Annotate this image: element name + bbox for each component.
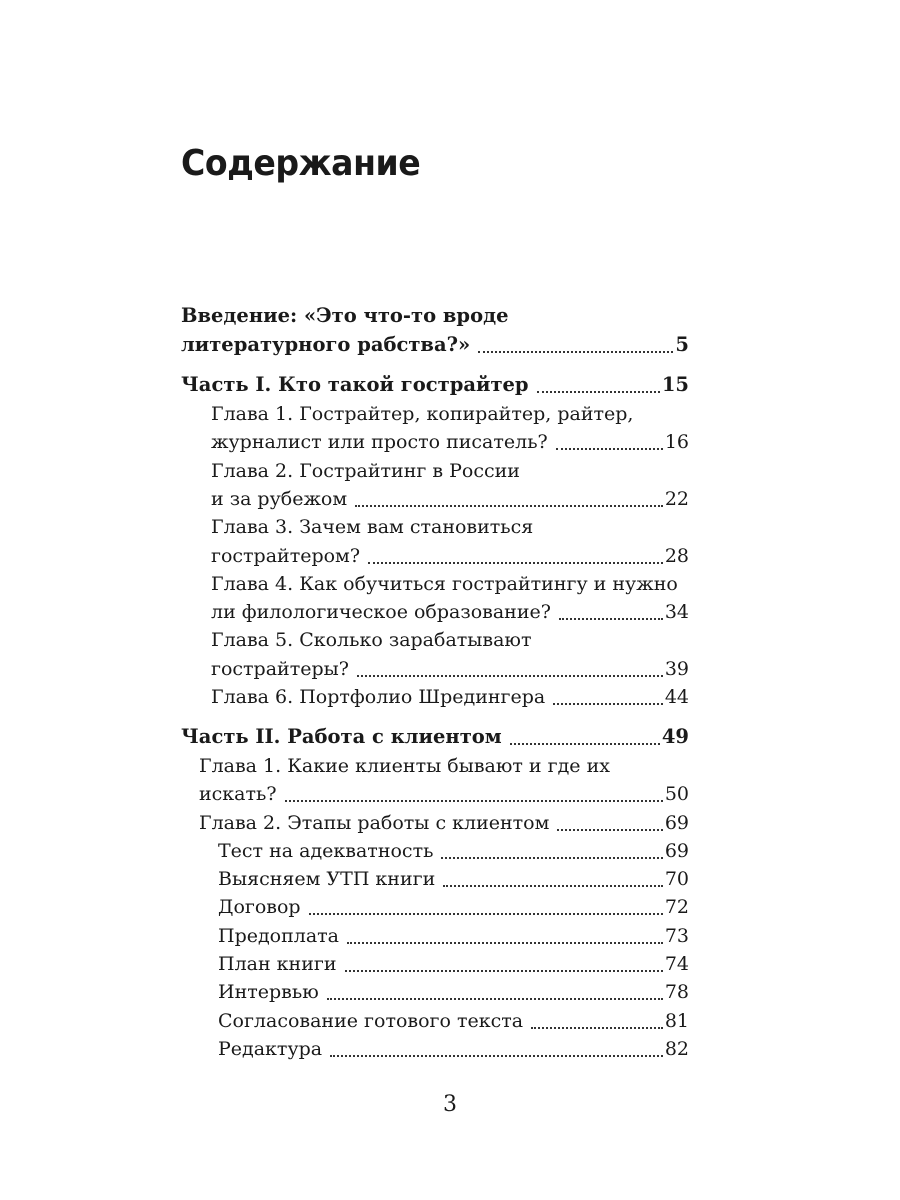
dot-leader (345, 970, 663, 972)
toc-chapter-text: Глава 5. Сколько зарабатывают (211, 629, 532, 651)
dot-leader (510, 743, 660, 745)
dot-leader (357, 675, 663, 677)
toc-chapter-text: искать? (199, 783, 277, 805)
dot-leader (285, 800, 663, 802)
toc-chapter-text: Глава 3. Зачем вам становиться (211, 516, 534, 538)
toc-chapter-text: Глава 1. Какие клиенты бывают и где их (199, 755, 610, 777)
toc-p2-chapter-1-line2[interactable] (199, 779, 689, 809)
page-title: Содержание (181, 143, 421, 184)
toc-chapter-text: и за рубежом (211, 488, 348, 510)
toc-section-2[interactable] (218, 864, 689, 894)
toc-p1-chapter-3-line2[interactable] (211, 541, 689, 571)
dot-leader (441, 857, 662, 859)
toc-chapter-page: 28 (664, 545, 689, 567)
toc-chapter-text: Глава 4. Как обучиться гострайтингу и нужно (211, 573, 678, 595)
toc-section-text: Договор (218, 896, 301, 918)
toc-p1-chapter-5-line1[interactable] (211, 625, 689, 655)
toc-chapter-text: журналист или просто писатель? (211, 431, 548, 453)
toc-chapter-text: Глава 2. Гострайтинг в России (211, 460, 520, 482)
dot-leader (557, 829, 662, 831)
toc-section-page: 73 (664, 925, 689, 947)
toc-section-8[interactable] (218, 1034, 689, 1064)
toc-part-1[interactable] (181, 370, 689, 400)
toc-section-page: 82 (664, 1038, 689, 1060)
toc-part-2-page: 49 (661, 725, 689, 748)
toc-p1-chapter-4-line2[interactable] (211, 597, 689, 627)
toc-section-text: План книги (218, 953, 337, 975)
dot-leader (327, 998, 663, 1000)
toc-intro-line1[interactable] (181, 301, 689, 331)
dot-leader (478, 351, 673, 353)
toc-section-page: 70 (664, 868, 689, 890)
toc-p1-chapter-1-line2[interactable] (211, 427, 689, 457)
toc-section-text: Предоплата (218, 925, 340, 947)
toc-p2-chapter-2[interactable] (199, 808, 689, 838)
toc-chapter-page: 50 (664, 783, 689, 805)
toc-section-text: Выясняем УТП книги (218, 868, 436, 890)
toc-intro-page: 5 (675, 333, 689, 356)
toc-intro-line2[interactable] (181, 330, 689, 360)
toc-section-text: Редактура (218, 1038, 323, 1060)
toc-section-page: 78 (664, 981, 689, 1003)
toc-section-page: 72 (664, 896, 689, 918)
toc-chapter-page: 44 (664, 686, 689, 708)
toc-chapter-page: 16 (664, 431, 689, 453)
toc-section-4[interactable] (218, 921, 689, 951)
toc-part-2-title: Часть II. Работа с клиентом (181, 725, 502, 748)
toc-chapter-page: 69 (664, 812, 689, 834)
dot-leader (347, 942, 663, 944)
page-number: 3 (443, 1092, 457, 1117)
toc-part-1-page: 15 (661, 373, 689, 396)
toc-chapter-page: 34 (664, 601, 689, 623)
toc-chapter-text: ли филологическое образование? (211, 601, 551, 623)
toc-section-text: Тест на адекватность (218, 840, 434, 862)
toc-section-7[interactable] (218, 1006, 689, 1036)
dot-leader (330, 1055, 663, 1057)
toc-section-page: 74 (664, 953, 689, 975)
toc-chapter-text: гострайтеры? (211, 658, 349, 680)
toc-section-6[interactable] (218, 977, 689, 1007)
dot-leader (559, 618, 663, 620)
toc-p1-chapter-4-line1[interactable] (211, 569, 689, 599)
dot-leader (368, 562, 663, 564)
toc-p1-chapter-1-line1[interactable] (211, 399, 689, 429)
toc-intro-text-2: литературного рабства?» (181, 333, 471, 356)
toc-section-5[interactable] (218, 949, 689, 979)
toc-p1-chapter-3-line1[interactable] (211, 512, 689, 542)
dot-leader (537, 391, 660, 393)
toc-chapter-page: 22 (664, 488, 689, 510)
toc-chapter-text: Глава 1. Гострайтер, копирайтер, райтер, (211, 403, 634, 425)
toc-section-page: 81 (664, 1010, 689, 1032)
toc-chapter-text: Глава 2. Этапы работы с клиентом (199, 812, 550, 834)
toc-section-3[interactable] (218, 892, 689, 922)
dot-leader (553, 703, 663, 705)
dot-leader (556, 448, 663, 450)
toc-p2-chapter-1-line1[interactable] (199, 751, 689, 781)
toc-p1-chapter-6[interactable] (211, 682, 689, 712)
toc-chapter-text: гострайтером? (211, 545, 361, 567)
toc-section-1[interactable] (218, 836, 689, 866)
dot-leader (531, 1027, 663, 1029)
dot-leader (309, 913, 663, 915)
toc-section-text: Интервью (218, 981, 319, 1003)
dot-leader (443, 885, 663, 887)
toc-chapter-page: 39 (664, 658, 689, 680)
toc-chapter-text: Глава 6. Портфолио Шредингера (211, 686, 546, 708)
toc-part-1-title: Часть I. Кто такой гострайтер (181, 373, 529, 396)
toc-p1-chapter-2-line1[interactable] (211, 456, 689, 486)
toc-part-2[interactable] (181, 722, 689, 752)
toc-section-text: Согласование готового текста (218, 1010, 524, 1032)
toc-p1-chapter-5-line2[interactable] (211, 654, 689, 684)
toc-intro-text: Введение: «Это что-то вроде (181, 304, 509, 327)
dot-leader (355, 505, 663, 507)
toc-section-page: 69 (664, 840, 689, 862)
toc-p1-chapter-2-line2[interactable] (211, 484, 689, 514)
